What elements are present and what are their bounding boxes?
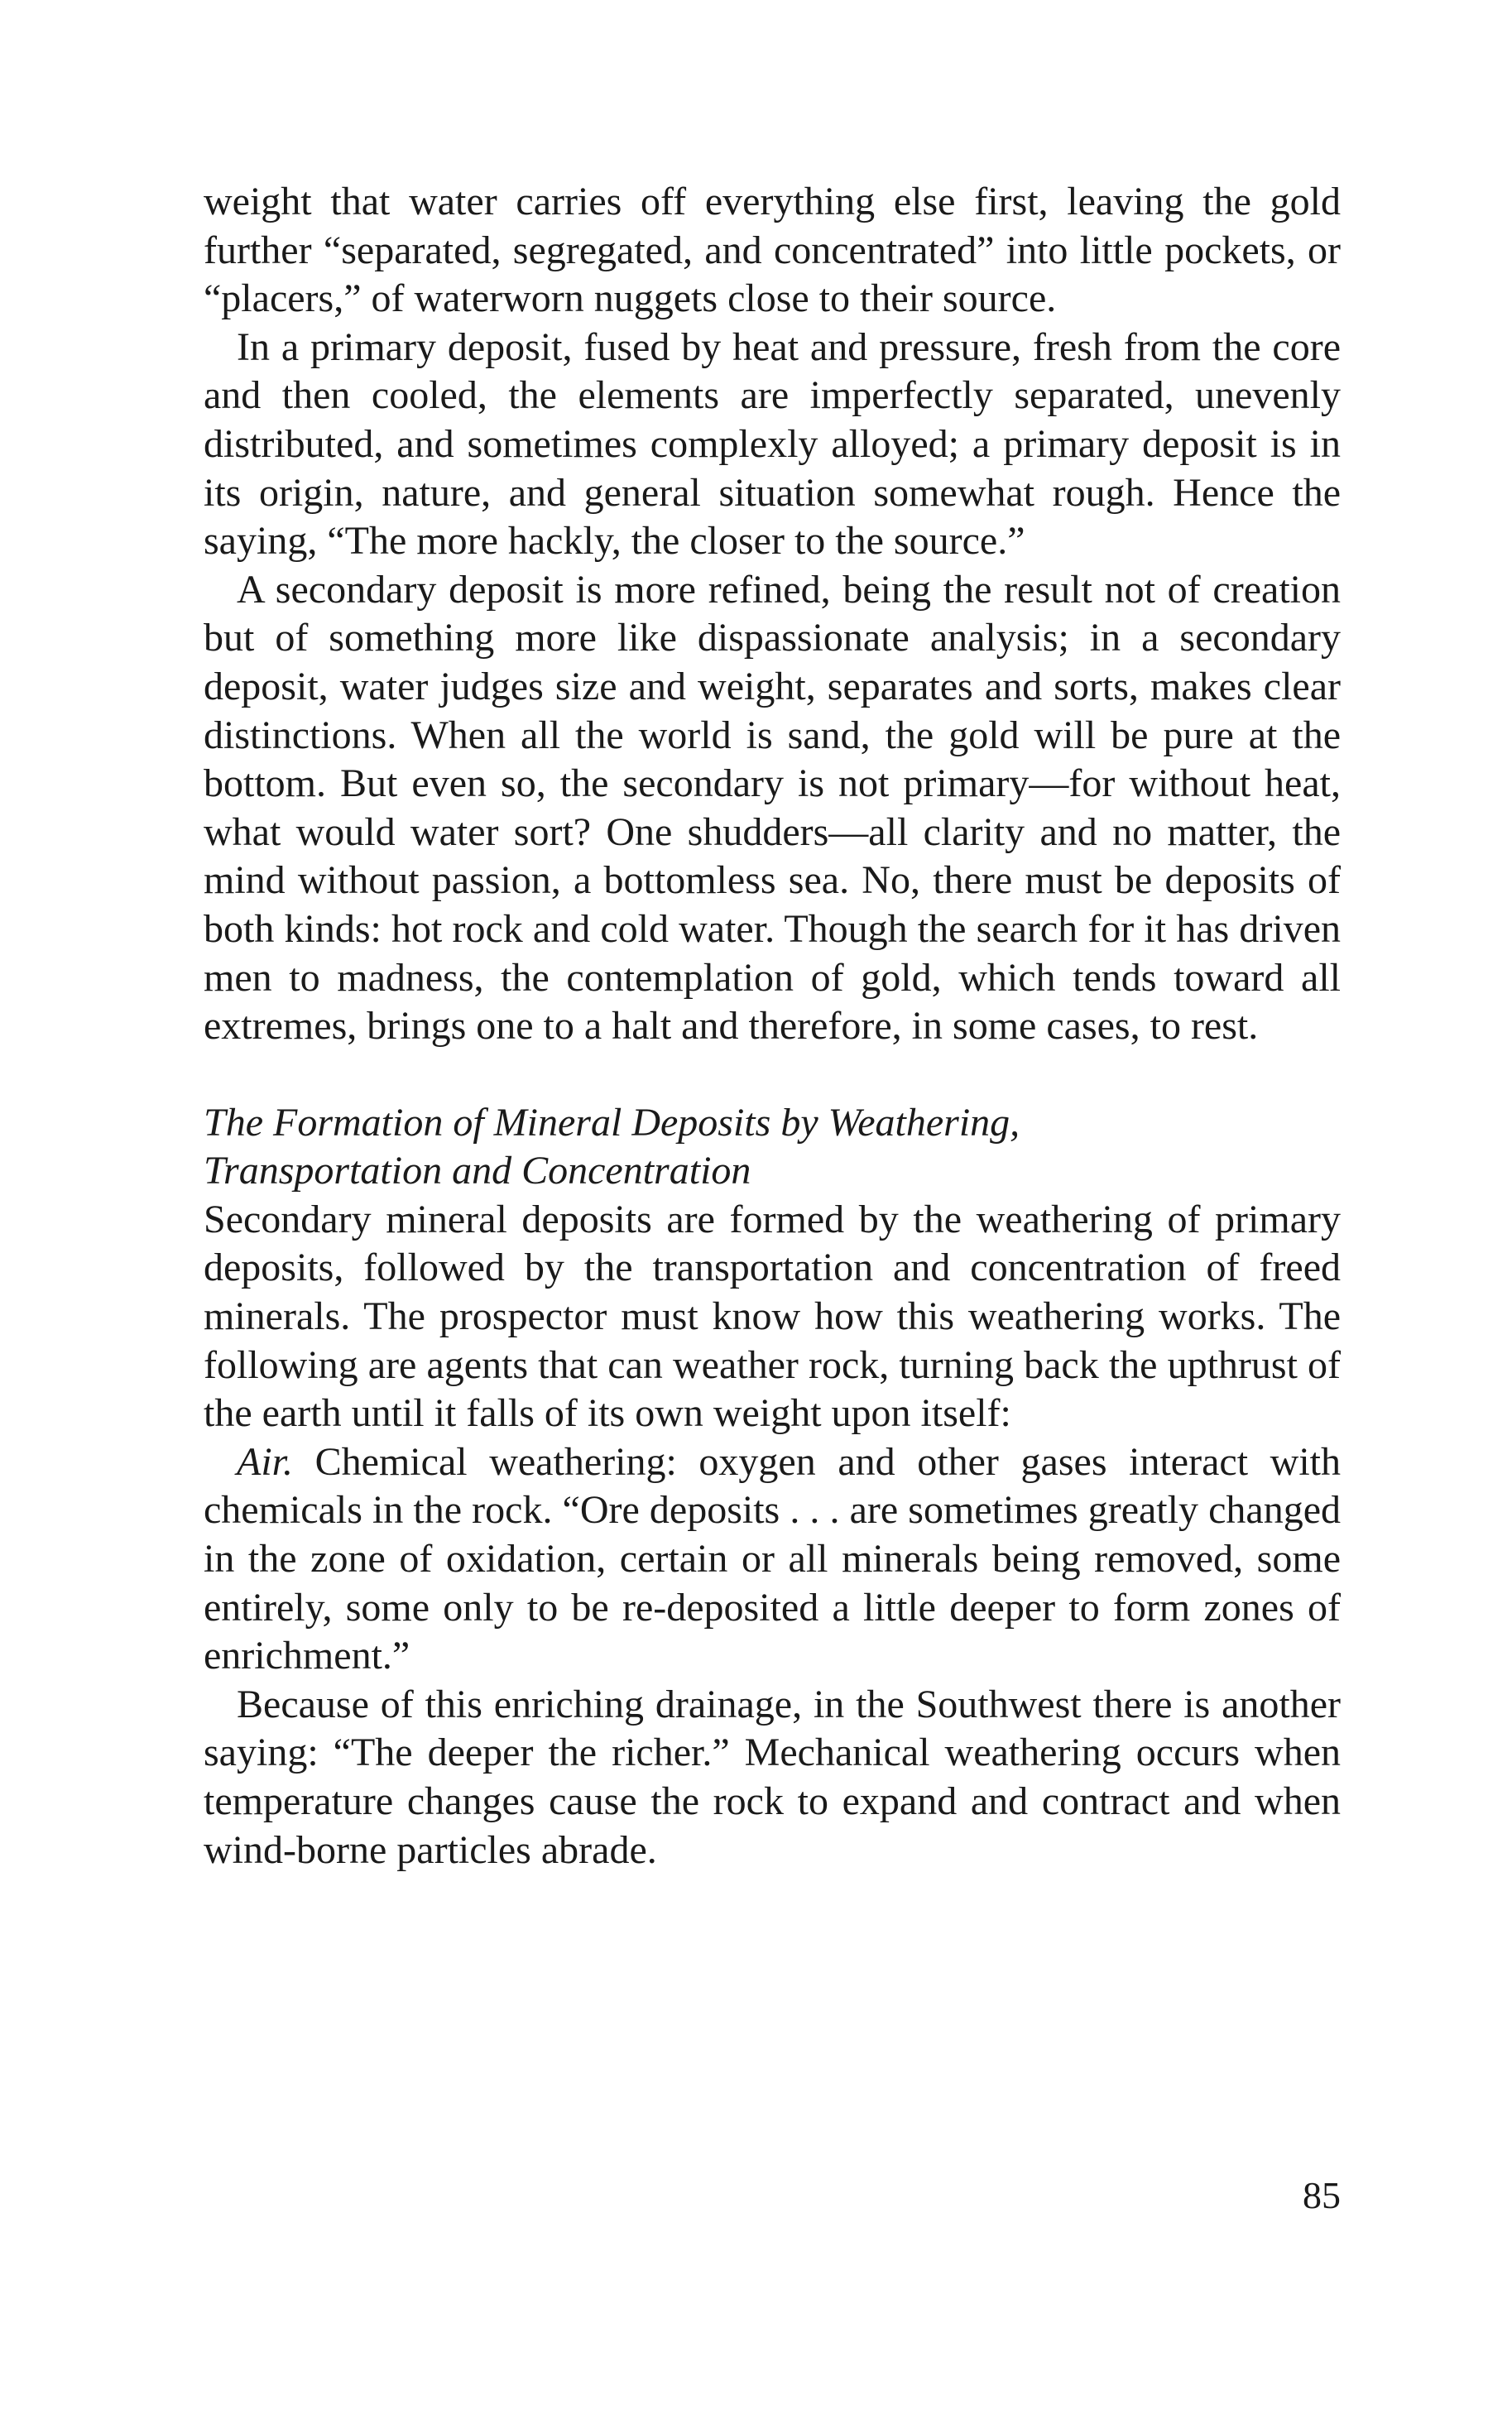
paragraph-primary-deposit: In a primary deposit, fused by heat and pressure, fresh from the core and then cooled, the elements are imperfectly separated, unevenly distributed, and sometimes complexly alloyed; a primary deposit is in its origin, nature, and general situation somewhat rough. Hence the saying, “The more hackly, the closer to the source.”: [204, 324, 1341, 564]
paragraph-secondary-deposit: A secondary deposit is more refined, being the result not of creation but of something more like dispassionate analysis; in a secondary deposit, water judges size and weight, separates and sorts, makes clear distinctions. When all the world is sand, the gold will be pure at the bottom. But even so, the secondary is not primary—for without heat, what would water sort? One shudders—all clarity and no matter, the mind without passion, a bottomless sea. No, there must be deposits of both kinds: hot rock and cold water. Though the search for it has driven men to madness, the contemplation of gold, which tends toward all extremes, brings one to a halt and therefore, in some cases, to rest.: [204, 567, 1341, 1049]
air-lead-in: Air.: [237, 1439, 294, 1484]
body-text: [204, 178, 1341, 1875]
paragraph-weathering-intro: Secondary mineral deposits are formed by the weathering of primary deposits, followed by the transportation and concentration of freed minerals. The prospector must know how this weathering works. The following are agents that can weather rock, turning back the upthrust of the earth until it falls of its own weight upon itself:: [204, 1197, 1341, 1436]
section-heading-line-2: Transportation and Concentration: [204, 1149, 751, 1193]
page-number: 85: [1303, 2174, 1341, 2216]
paragraph-continuation: weight that water carries off everything else first, leaving the gold further “separated, segregated, and concentrated” into little pockets, or “placers,” of waterworn nuggets close to their source.: [204, 180, 1341, 321]
paragraph-enriching-drainage: Because of this enriching drainage, in the Southwest there is another saying: “The deeper the richer.” Mechanical weathering occurs when temperature changes cause the rock to expand and contract and when wind-borne particles abrade.: [204, 1682, 1341, 1872]
section-heading-line-1: The Formation of Mineral Deposits by Weathering,: [204, 1100, 1020, 1145]
paragraph-air: [204, 1438, 1341, 1681]
air-text: Chemical weathering: oxygen and other gases interact with chemicals in the rock. “Ore deposits . . . are sometimes greatly changed in the zone of oxidation, certain or all minerals being removed, some entirely, some only to be re-deposited a little deeper to form zones of enrichment.”: [204, 1439, 1341, 1678]
section-gap: [204, 1051, 1341, 1099]
